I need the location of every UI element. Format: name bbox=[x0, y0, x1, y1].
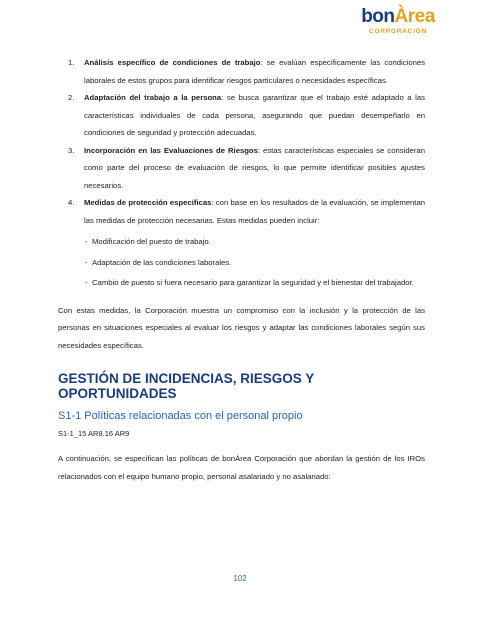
list-item-text: : se evalúan específicamente las condiciones laborales de estos grupos para identificar riesgos particulares o necesidades específicas. bbox=[84, 58, 425, 85]
list-item-text: : se busca garantizar que el trabajo esté adaptado a las características individuales de cada persona, asegurando que puedan desempeñarlo en condiciones de seguridad y protección adecuadas. bbox=[84, 93, 425, 137]
measure-text: Cambio de puesto si fuera necesario para garantizar la seguridad y el bienestar del trabajador. bbox=[92, 278, 414, 287]
list-item bbox=[58, 233, 425, 251]
reference-code: S1-1_15 AR8.16 AR9 bbox=[58, 429, 130, 438]
list-number: 1. bbox=[68, 58, 75, 67]
list-item bbox=[58, 274, 425, 292]
list-item-title: Incorporación en las Evaluaciones de Riesgos bbox=[84, 145, 258, 155]
logo-text-area: Àrea bbox=[394, 6, 435, 27]
measure-text: Modificación del puesto de trabajo. bbox=[92, 237, 211, 246]
intro-paragraph: A continuación, se especifican las políticas de bonÀrea Corporación que abordan la gestión de los IROs relacionados con el equipo humano propio, personal asalariado y no asalariado: bbox=[58, 454, 425, 481]
list-item-text: : con base en los resultados de la evaluación, se implementan las medidas de protección necesarias. Estas medidas pueden incluir: bbox=[84, 198, 425, 225]
dash-bullet: - bbox=[85, 257, 88, 267]
measure-text: Adaptación de las condiciones laborales. bbox=[92, 257, 232, 267]
list-item bbox=[58, 89, 425, 142]
page-number: 102 bbox=[233, 574, 247, 583]
list-number: 2. bbox=[68, 93, 75, 102]
dash-bullet: - bbox=[85, 237, 88, 246]
list-item bbox=[58, 254, 425, 272]
list-number: 4. bbox=[68, 198, 75, 207]
list-item-title: Análisis específico de condiciones de trabajo bbox=[84, 58, 261, 67]
dash-bullet: - bbox=[85, 278, 88, 287]
list-item-title: Medidas de protección específicas bbox=[84, 198, 212, 207]
section-heading: GESTIÓN DE INCIDENCIAS, RIESGOS Y OPORTUNIDADES bbox=[58, 371, 315, 401]
list-item-title: Adaptación del trabajo a la persona bbox=[84, 93, 222, 102]
logo-text-bon: bon bbox=[361, 6, 395, 27]
company-logo bbox=[358, 6, 438, 35]
page-content bbox=[58, 54, 425, 493]
measures-list bbox=[58, 233, 425, 292]
closing-paragraph: Con estas medidas, la Corporación muestra un compromiso con la inclusión y la protección de las personas en situaciones especiales al evaluar los riesgos y adaptar las condiciones laborales según sus necesidades específicas. bbox=[58, 305, 425, 350]
logo-subtitle: CORPORACIÓN bbox=[368, 28, 428, 35]
list-item bbox=[58, 54, 425, 89]
list-item-text: : estas características especiales se consideran como parte del proceso de evaluación de riesgos, lo que permite identificar posibles ajustes necesarios. bbox=[84, 145, 425, 190]
list-number: 3. bbox=[68, 145, 75, 155]
numbered-list bbox=[58, 54, 425, 229]
list-item bbox=[58, 194, 425, 229]
section-subheading: S1-1 Políticas relacionadas con el personal propio bbox=[58, 410, 303, 422]
list-item bbox=[58, 142, 425, 195]
